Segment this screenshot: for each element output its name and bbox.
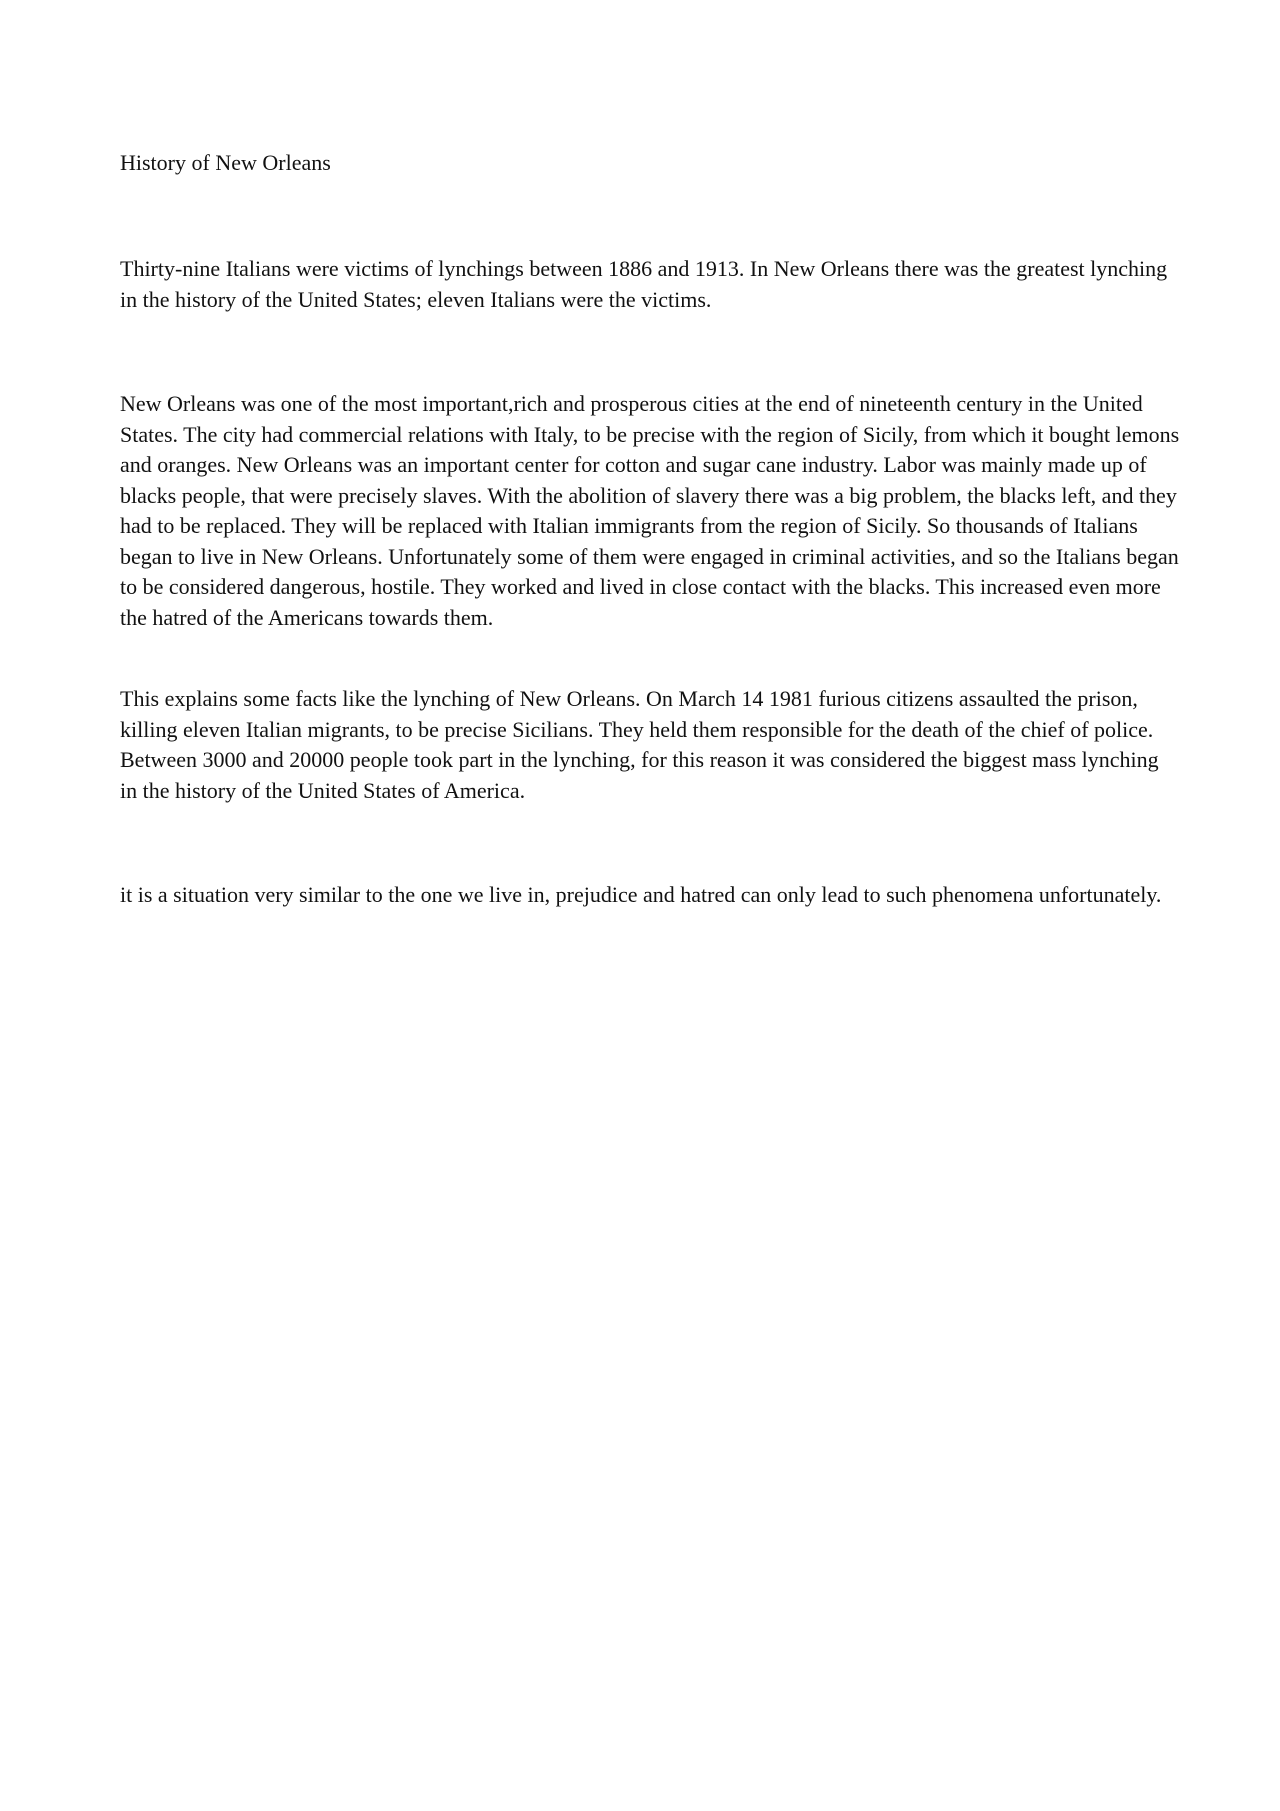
- paragraph-march-lynching: This explains some facts like the lynching of New Orleans. On March 14 1981 furious citizens assaulted the prison, killing eleven Italian migrants, to be precise Sicilians. They held them responsible for the death of the chief of police. Between 3000 and 20000 people took part in the lynching, for this reason it was considered the biggest mass lynching in the history of the United States of America.: [120, 686, 1159, 803]
- paragraph-new-orleans-background: New Orleans was one of the most important,rich and prosperous cities at the end of nineteenth century in the United States. The city had commercial relations with Italy, to be precise with the region of Sicily, from which it bought lemons and oranges. New Orleans was an important center for cotton and sugar cane industry. Labor was mainly made up of blacks people, that were precisely slaves. With the abolition of slavery there was a big problem, the blacks left, and they had to be replaced. They will be replaced with Italian immigrants from the region of Sicily. So thousands of Italians began to live in New Orleans. Unfortunately some of them were engaged in criminal activities, and so the Italians began to be considered dangerous, hostile. They worked and lived in close contact with the blacks. This increased even more the hatred of the Americans towards them.: [120, 391, 1180, 630]
- paragraph-lynchings-intro: Thirty-nine Italians were victims of lynchings between 1886 and 1913. In New Orleans there was the greatest lynching in the history of the United States; eleven Italians were the victims.: [120, 256, 1168, 312]
- document-title: History of New Orleans: [120, 150, 331, 175]
- paragraph-conclusion: it is a situation very similar to the one we live in, prejudice and hatred can only lead to such phenomena unfortunately.: [120, 882, 1162, 907]
